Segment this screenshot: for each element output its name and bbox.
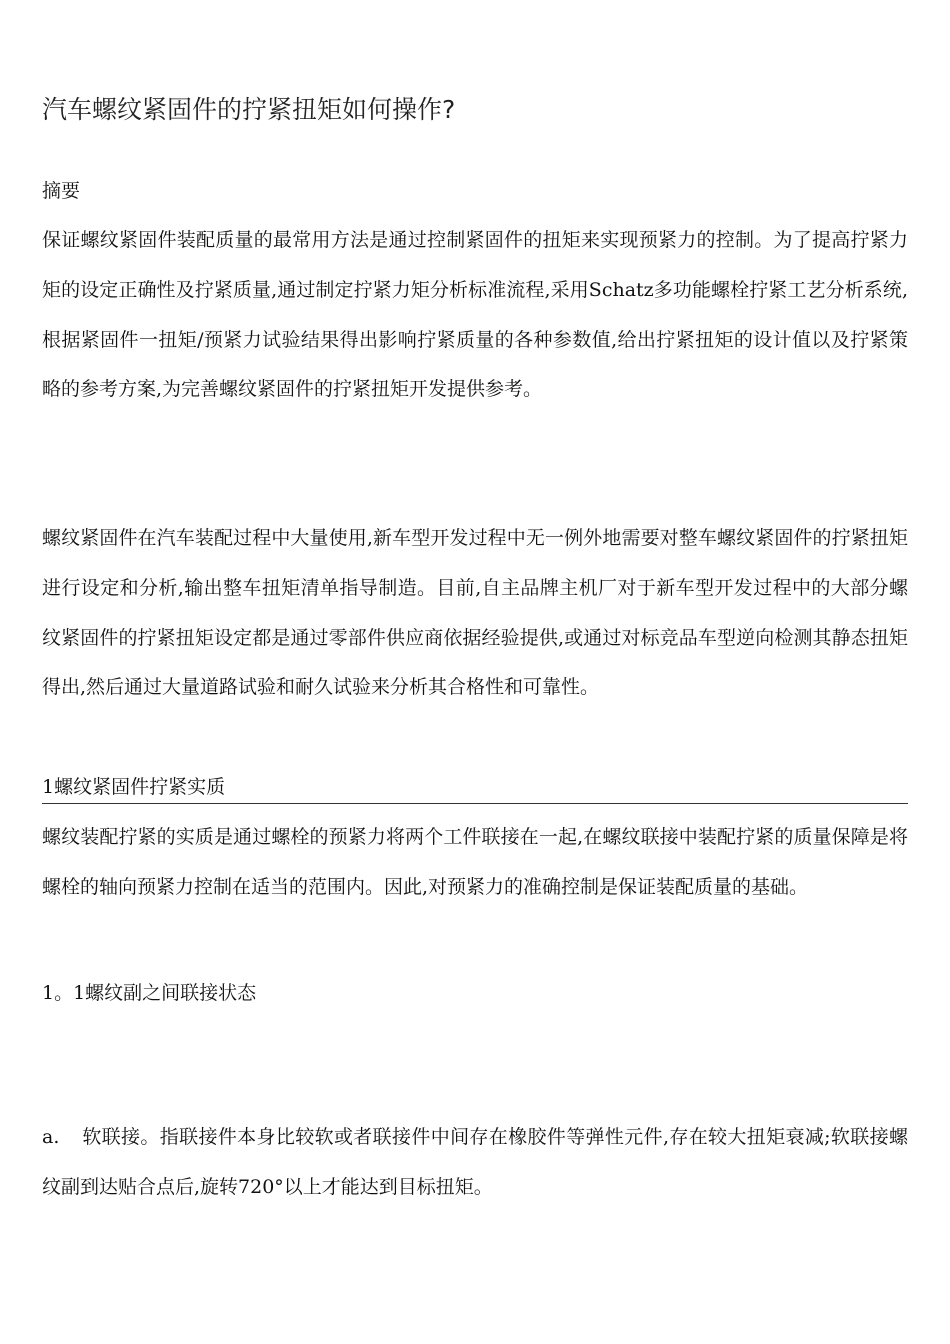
- section-1-1-heading: 1。1螺纹副之间联接状态: [42, 982, 257, 1004]
- list-item-marker: a.: [42, 1126, 60, 1148]
- list-item-text: 软联接。指联接件本身比较软或者联接件中间存在橡胶件等弹性元件,存在较大扭矩衰减;软联接螺纹副到达贴合点后,旋转720°以上才能达到目标扭矩。: [42, 1126, 908, 1198]
- section-1-heading: 1螺纹紧固件拧紧实质: [42, 771, 908, 804]
- section-1-paragraph: 螺纹装配拧紧的实质是通过螺栓的预紧力将两个工件联接在一起,在螺纹联接中装配拧紧的质量保障是将螺栓的轴向预紧力控制在适当的范围内。因此,对预紧力的准确控制是保证装配质量的基础。: [42, 826, 908, 898]
- list-item-a: [42, 1113, 908, 1213]
- abstract-paragraph: 保证螺纹紧固件装配质量的最常用方法是通过控制紧固件的扭矩来实现预紧力的控制。为了提高拧紧力矩的设定正确性及拧紧质量,通过制定拧紧力矩分析标准流程,采用Schatz多功能螺栓拧紧工艺分析系统,根据紧固件一扭矩/预紧力试验结果得出影响拧紧质量的各种参数值,给出拧紧扭矩的设计值以及拧紧策略的参考方案,为完善螺纹紧固件的拧紧扭矩开发提供参考。: [42, 229, 908, 401]
- intro-paragraph: 螺纹紧固件在汽车装配过程中大量使用,新车型开发过程中无一例外地需要对整车螺纹紧固件的拧紧扭矩进行设定和分析,输出整车扭矩清单指导制造。目前,自主品牌主机厂对于新车型开发过程中的大部分螺纹紧固件的拧紧扭矩设定都是通过零部件供应商依据经验提供,或通过对标竞品车型逆向检测其静态扭矩得出,然后通过大量道路试验和耐久试验来分析其合格性和可靠性。: [42, 527, 908, 699]
- page-title: 汽车螺纹紧固件的拧紧扭矩如何操作?: [42, 95, 456, 124]
- abstract-heading: 摘要: [42, 180, 81, 202]
